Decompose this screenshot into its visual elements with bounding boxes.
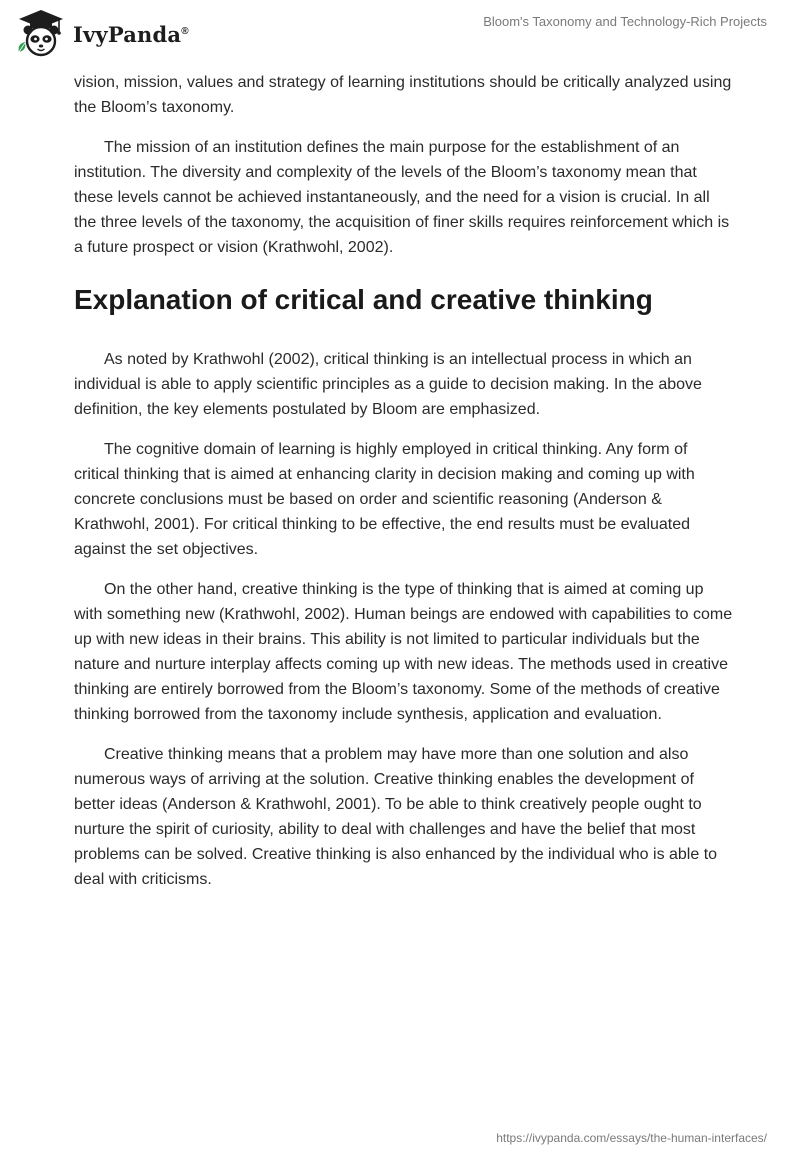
logo-text: IvyPanda (73, 21, 182, 47)
paragraph-mission: The mission of an institution defines the main purpose for the establishment of an institution. The diversity and complexity of the levels of the Bloom’s taxonomy mean that these levels cannot be achieved instantaneously, and the need for a vision is crucial. In all the three levels of the taxonomy, the acquisition of finer skills requires reinforcement which is a future prospect or vision (Krathwohl, 2002). (74, 139, 730, 256)
paragraph-creative-thinking: On the other hand, creative thinking is the type of thinking that is aimed at coming up with something new (Krathwohl, 2002). Human beings are endowed with capabilities to come up with new ideas in their brains. This ability is not limited to particular individuals but the nature and nurture interplay affects coming up with new ideas. The methods used in creative thinking are entirely borrowed from the Bloom’s taxonomy. Some of the methods of creative thinking borrowed from the taxonomy include synthesis, application and evaluation. (74, 581, 733, 723)
panda-graduate-icon (15, 8, 67, 60)
paragraph-creative-thinking-solutions: Creative thinking means that a problem may have more than one solution and also numerous ways of arriving at the solution. Creative thinking enables the development of better ideas (Anderson & Krathwohl, 2001). To be able to think creatively people ought to nurture the spirit of curiosity, ability to deal with challenges and have the belief that most problems can be solved. Creative thinking is also enhanced by the individual who is able to deal with criticisms. (74, 746, 718, 888)
paragraph-continued: vision, mission, values and strategy of learning institutions should be critically analyzed using the Bloom’s taxonomy. (74, 74, 732, 116)
footer-source-url[interactable]: https://ivypanda.com/essays/the-human-interfaces/ (496, 1131, 767, 1145)
document-title: Bloom's Taxonomy and Technology-Rich Projects (483, 14, 767, 29)
logo-wordmark (73, 22, 189, 47)
ivypanda-logo[interactable] (15, 8, 189, 60)
paragraph-cognitive-domain: The cognitive domain of learning is highly employed in critical thinking. Any form of critical thinking that is aimed at enhancing clarity in decision making and coming up with concrete conclusions must be based on order and scientific reasoning (Anderson & Krathwohl, 2001). For critical thinking to be effective, the end results must be evaluated against the set objectives. (74, 441, 695, 558)
logo-registered-mark: ® (181, 25, 189, 37)
section-heading: Explanation of critical and creative thinking (74, 284, 653, 315)
article-body (74, 70, 734, 892)
page-header (0, 0, 800, 70)
paragraph-critical-thinking-definition: As noted by Krathwohl (2002), critical thinking is an intellectual process in which an individual is able to apply scientific principles as a guide to decision making. In the above definition, the key elements postulated by Bloom are emphasized. (74, 351, 702, 418)
